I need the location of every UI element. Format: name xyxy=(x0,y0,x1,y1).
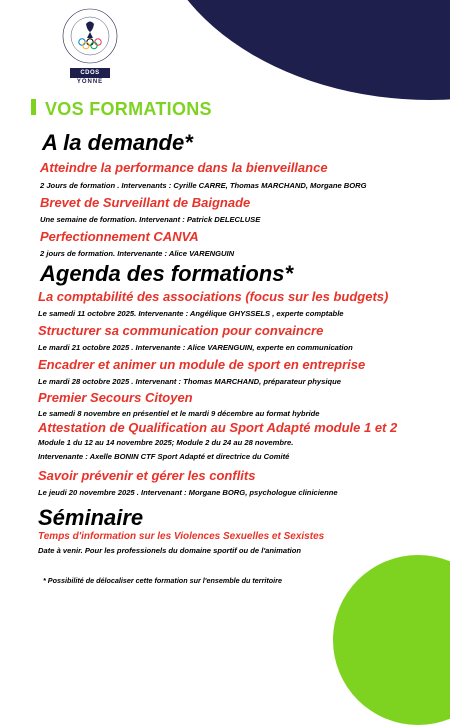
formation-detail: Le mardi 21 octobre 2025 . Intervenante : Alice VARENGUIN, experte en communication xyxy=(38,343,353,352)
cdos-logo xyxy=(50,6,130,85)
formation-title: La comptabilité des associations (focus sur les budgets) xyxy=(38,289,389,304)
section-heading-demande: A la demande* xyxy=(42,130,193,155)
green-decorative-shape xyxy=(333,555,450,725)
formation-title: Structurer sa communication pour convaincre xyxy=(38,323,324,338)
formation-title: Perfectionnement CANVA xyxy=(40,229,199,244)
formation-detail: Module 1 du 12 au 14 novembre 2025; Module 2 du 24 au 28 novembre. xyxy=(38,438,294,447)
formation-title: Brevet de Surveillant de Baignade xyxy=(40,195,251,210)
olympic-logo-icon xyxy=(60,6,120,66)
formation-title: Atteindre la performance dans la bienveillance xyxy=(40,160,328,175)
title-accent-bar xyxy=(31,99,36,115)
seminaire-detail: Date à venir. Pour les professionels du domaine sportif ou de l'animation xyxy=(38,546,301,555)
formation-detail: 2 jours de formation. Intervenante : Alice VARENGUIN xyxy=(40,249,235,258)
logo-subtitle: YONNE xyxy=(76,79,104,85)
formation-detail: Intervenante : Axelle BONIN CTF Sport Adapté et directrice du Comité xyxy=(38,452,290,461)
formation-detail: Le samedi 8 novembre en présentiel et le mardi 9 décembre au format hybride xyxy=(38,409,320,418)
formation-detail: 2 Jours de formation . Intervenants : Cyrille CARRE, Thomas MARCHAND, Morgane BORG xyxy=(40,181,367,190)
seminaire-title: Temps d'information sur les Violences Sexuelles et Sexistes xyxy=(38,531,325,542)
formation-detail: Le jeudi 20 novembre 2025 . Intervenant : Morgane BORG, psychologue clinicienne xyxy=(38,488,338,497)
page-title: VOS FORMATIONS xyxy=(45,99,212,119)
formation-title: Attestation de Qualification au Sport Adapté module 1 et 2 xyxy=(38,420,398,435)
formation-title: Savoir prévenir et gérer les conflits xyxy=(38,468,256,483)
footnote: * Possibilité de délocaliser cette formation sur l'ensemble du territoire xyxy=(43,576,282,585)
section-heading-agenda: Agenda des formations* xyxy=(40,261,294,286)
navy-decorative-shape xyxy=(150,0,450,100)
formation-title: Encadrer et animer un module de sport en entreprise xyxy=(38,357,366,372)
formation-detail: Le samedi 11 octobre 2025. Intervenante : Angélique GHYSSELS , experte comptable xyxy=(38,309,344,318)
formation-detail: Le mardi 28 octobre 2025 . Intervenant : Thomas MARCHAND, préparateur physique xyxy=(38,377,341,386)
logo-badge: CDOS xyxy=(70,68,110,78)
formation-detail: Une semaine de formation. Intervenant : Patrick DELECLUSE xyxy=(40,215,261,224)
formation-title: Premier Secours Citoyen xyxy=(38,390,193,405)
section-heading-seminaire: Séminaire xyxy=(38,505,144,530)
